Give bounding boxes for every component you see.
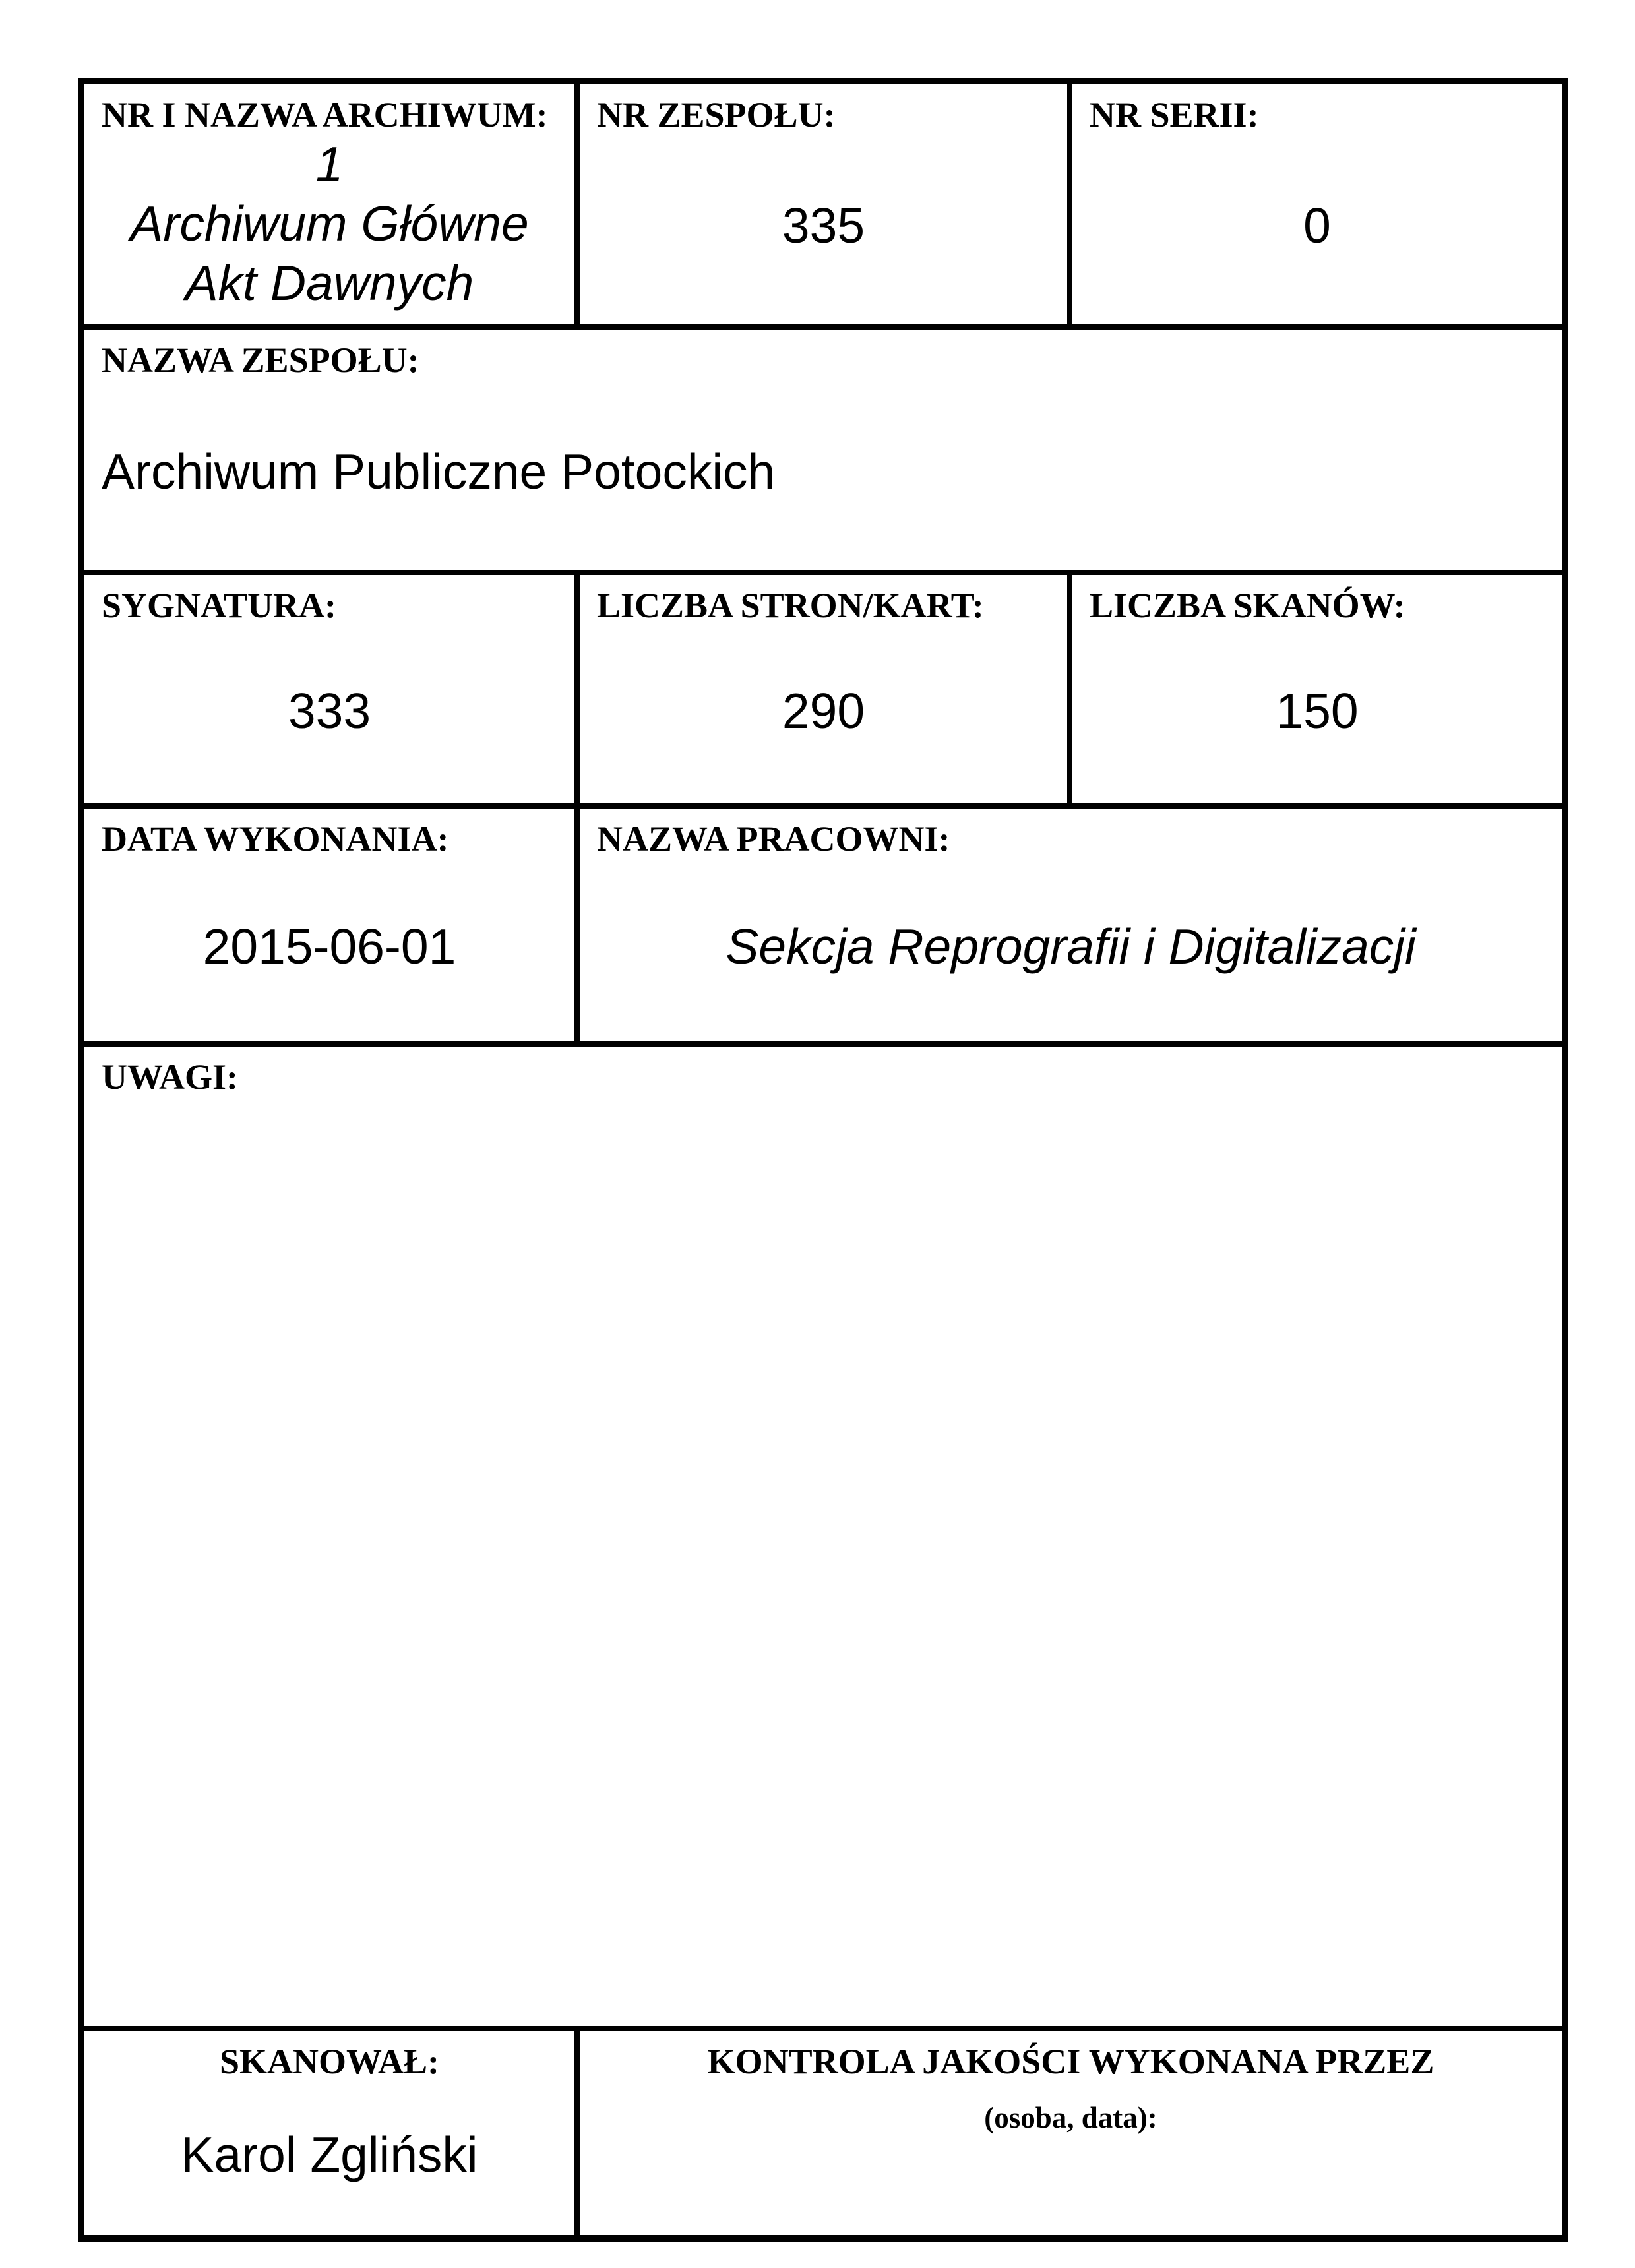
series-number-label: NR SERII: <box>1090 95 1259 135</box>
row-archive-ids <box>81 81 1565 327</box>
cell-quality-control <box>577 2029 1565 2238</box>
fonds-number-label: NR ZESPOŁU: <box>597 95 836 135</box>
archive-name-line1: Archiwum Główne <box>130 196 529 252</box>
scan-date-label: DATA WYKONANIA: <box>102 819 449 859</box>
cell-archive <box>81 81 577 327</box>
page-count-label: LICZBA STRON/KART: <box>597 586 984 626</box>
archive-label: NR I NAZWA ARCHIWUM: <box>102 95 548 135</box>
archive-name-line2: Akt Dawnych <box>185 255 474 311</box>
row-remarks <box>81 1044 1565 2029</box>
scanned-by-value: Karol Zgliński <box>181 2127 478 2183</box>
lab-name-label: NAZWA PRACOWNI: <box>597 819 950 859</box>
fonds-name-label: NAZWA ZESPOŁU: <box>102 340 419 381</box>
cell-fonds-number <box>577 81 1070 327</box>
archive-metadata-table <box>78 78 1568 2242</box>
archive-number-value: 1 <box>315 137 344 193</box>
quality-control-sublabel: (osoba, data): <box>984 2100 1157 2134</box>
fonds-name-value: Archiwum Publiczne Potockich <box>102 443 776 499</box>
scan-count-label: LICZBA SKANÓW: <box>1090 586 1405 626</box>
lab-name-value: Sekcja Reprografii i Digitalizacji <box>725 919 1416 975</box>
series-number-value: 0 <box>1303 198 1331 254</box>
cell-remarks <box>81 1044 1565 2029</box>
scanned-by-label: SKANOWAŁ: <box>219 2042 440 2082</box>
row-fonds-name <box>81 327 1565 572</box>
cell-scanned-by <box>81 2029 577 2238</box>
cell-scan-date <box>81 806 577 1044</box>
cell-fonds-name <box>81 327 1565 572</box>
fonds-number-value: 335 <box>782 198 865 254</box>
cell-page-count <box>577 572 1070 806</box>
row-execution <box>81 806 1565 1044</box>
scan-date-value: 2015-06-01 <box>202 919 456 975</box>
page-count-value: 290 <box>782 683 865 739</box>
cell-lab-name <box>577 806 1565 1044</box>
row-signoff <box>81 2029 1565 2238</box>
cell-signature <box>81 572 577 806</box>
signature-value: 333 <box>288 683 371 739</box>
row-counts <box>81 572 1565 806</box>
scan-count-value: 150 <box>1276 683 1359 739</box>
signature-label: SYGNATURA: <box>102 586 337 626</box>
cell-scan-count <box>1070 572 1565 806</box>
cell-series-number <box>1070 81 1565 327</box>
quality-control-label: KONTROLA JAKOŚCI WYKONANA PRZEZ <box>707 2042 1434 2082</box>
remarks-label: UWAGI: <box>102 1057 239 1097</box>
